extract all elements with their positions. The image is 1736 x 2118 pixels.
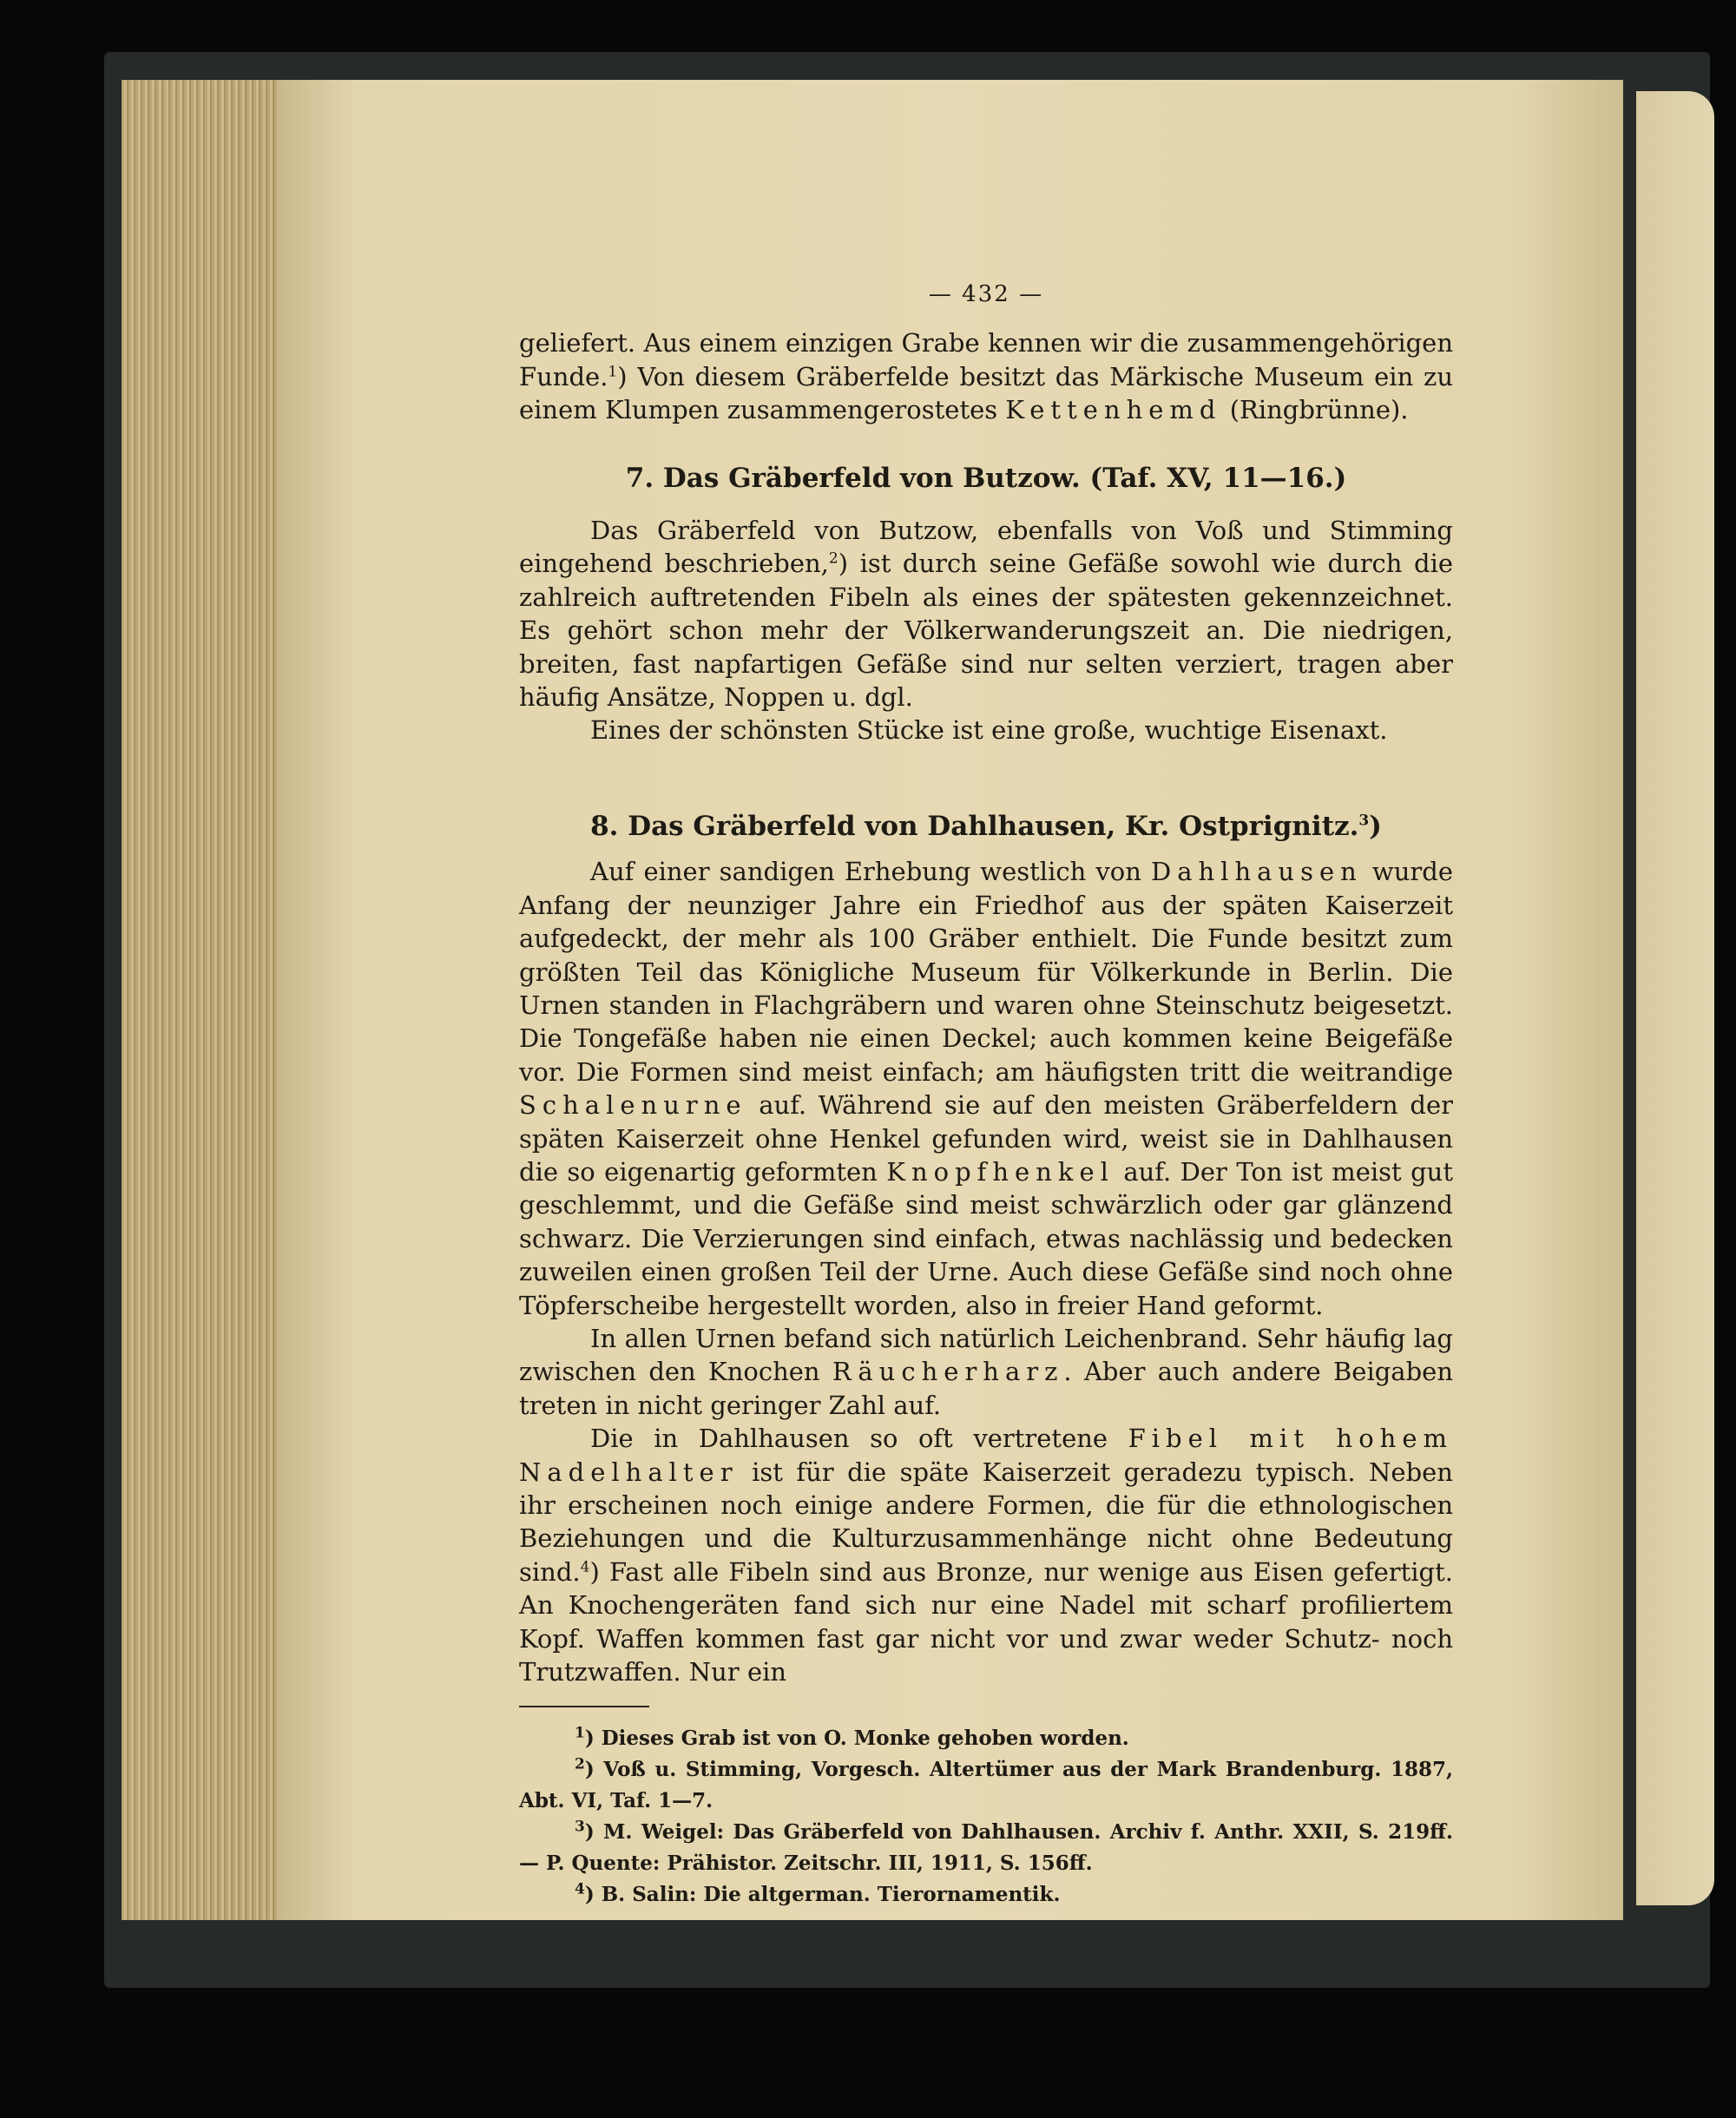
footnote	[519, 1817, 1453, 1879]
text-run: auf. Während sie auf den meisten Gräberfeldern der späten Kaiserzeit ohne Henkel gefunden wird, weist sie in Dahlhausen die so eigenartig geformten	[519, 1090, 1453, 1187]
section-heading-8	[519, 810, 1453, 843]
section8-paragraph	[519, 1322, 1453, 1422]
page-content	[519, 278, 1453, 1911]
text-run: ist für die späte Kaiserzeit geradezu typisch. Neben ihr erscheinen noch einige andere Formen, die für die ethnologischen Beziehungen und die Kulturzusammenhänge nicht ohne Bedeutung sind.	[519, 1457, 1453, 1587]
footnote-ref: 2	[828, 549, 838, 568]
footnote	[519, 1754, 1453, 1817]
footnote	[519, 1723, 1453, 1754]
text-run: Die in Dahlhausen so oft vertretene	[590, 1424, 1128, 1454]
section7-paragraph	[519, 514, 1453, 714]
heading-text: )	[1369, 810, 1382, 842]
footnote-ref: 3	[1358, 812, 1370, 830]
footnote-text: ) B. Salin: Die altgerman. Tierornamentik.	[584, 1883, 1061, 1907]
text-run: Das Gräberfeld von Butzow, ebenfalls von Voß und Stimming eingehend beschrieben,	[519, 516, 1453, 579]
footnote-mark: 3	[575, 1818, 585, 1836]
text-run: auf. Der Ton ist meist gut geschlemmt, und die Gefäße sind meist schwärzlich oder gar glänzend schwarz. Die Verzierungen sind einfach, etwas nachlässig und bedecken zuweilen einen großen Teil der Urne. Auch diese Gefäße sind noch ohne Töpferscheibe hergestellt worden, also in freier Hand geformt.	[519, 1156, 1453, 1320]
page-number: — 432 —	[928, 281, 1044, 307]
heading-text: 8. Das Gräberfeld von Dahlhausen, Kr. Ostprignitz.	[590, 810, 1359, 842]
section7-paragraph: Eines der schönsten Stücke ist eine große, wuchtige Eisenaxt.	[590, 715, 1388, 746]
facing-page-edge	[1636, 91, 1714, 1905]
section8-paragraph	[519, 855, 1453, 1322]
footnote-mark: 4	[575, 1880, 585, 1898]
spaced-term: Knopfhenkel	[886, 1156, 1115, 1187]
spaced-term: Räucherharz	[832, 1357, 1064, 1387]
spaced-term: Schalenurne	[519, 1090, 747, 1121]
footnotes	[519, 1723, 1453, 1911]
text-run: wurde Anfang der neunziger Jahre ein Friedhof aus der späten Kaiserzeit aufgedeckt, der mehr als 100 Gräber enthielt. Die Funde besitzt zum größten Teil das Königliche Museum für Völkerkunde in Berlin. Die Urnen standen in Flachgräbern und waren ohne Steinschutz beigesetzt. Die Tongefäße haben nie einen Deckel; auch kommen keine Beigefäße vor. Die Formen sind meist einfach; am häufigsten tritt die weitrandige	[519, 857, 1454, 1087]
text-run: Auf einer sandigen Erhebung westlich von	[590, 857, 1151, 887]
text-run: geliefert. Aus einem einzigen Grabe kennen wir die zusammengehörigen Funde.	[519, 328, 1453, 391]
section8-paragraph	[519, 1422, 1453, 1688]
footnote-text: ) Voß u. Stimming, Vorgesch. Altertümer aus der Mark Brandenburg. 1887, Abt. VI, Taf. 1—7.	[519, 1758, 1453, 1813]
page-edges	[122, 80, 282, 1920]
text-run: ) Fast alle Fibeln sind aus Bronze, nur wenige aus Eisen gefertigt. An Knochengeräten fand sich nur eine Nadel mit scharf profiliertem Kopf. Waffen kommen fast gar nicht vor und zwar weder Schutz- noch Trutzwaffen. Nur ein	[519, 1556, 1453, 1687]
footnote-ref: 4	[580, 1558, 590, 1576]
text-run: ) ist durch seine Gefäße sowohl wie durch die zahlreich auftretenden Fibeln als eines der spätesten gekennzeichnet. Es gehört schon mehr der Völkerwanderungszeit an. Die niedrigen, breiten, fast napfartigen Gefäße sind nur selten verziert, tragen aber häufig Ansätze, Noppen u. dgl.	[519, 549, 1454, 713]
footnote-ref: 1	[608, 363, 618, 381]
footnote-mark: 2	[575, 1755, 585, 1773]
footnote-text: ) Dieses Grab ist von O. Monke gehoben worden.	[584, 1727, 1129, 1751]
text-run: (Ringbrünne).	[1221, 395, 1409, 425]
footnote-mark: 1	[575, 1724, 585, 1742]
intro-paragraph	[519, 326, 1453, 426]
text-run: In allen Urnen befand sich natürlich Leichenbrand. Sehr häufig lag zwischen den Knochen	[519, 1323, 1453, 1387]
text-run: . Aber auch andere Beigaben treten in nicht geringer Zahl auf.	[519, 1357, 1453, 1420]
footnote-text: ) M. Weigel: Das Gräberfeld von Dahlhausen. Archiv f. Anthr. XXII, S. 219ff. — P. Quente: Prähistor. Zeitschr. III, 1911, S. 156ff.	[519, 1820, 1453, 1876]
text-run: ) Von diesem Gräberfelde besitzt das Märkische Museum ein zu einem Klumpen zusammengerostetes	[519, 361, 1453, 425]
spaced-term: Fibel mit hohem Nadelhalter	[519, 1424, 1453, 1487]
footnote	[519, 1879, 1453, 1911]
section-heading-7: 7. Das Gräberfeld von Butzow. (Taf. XV, 11—16.)	[625, 462, 1347, 494]
spaced-term: Dahlhausen	[1150, 857, 1363, 887]
spaced-term: Kettenhemd	[1005, 395, 1222, 425]
footnote-divider	[519, 1706, 649, 1707]
